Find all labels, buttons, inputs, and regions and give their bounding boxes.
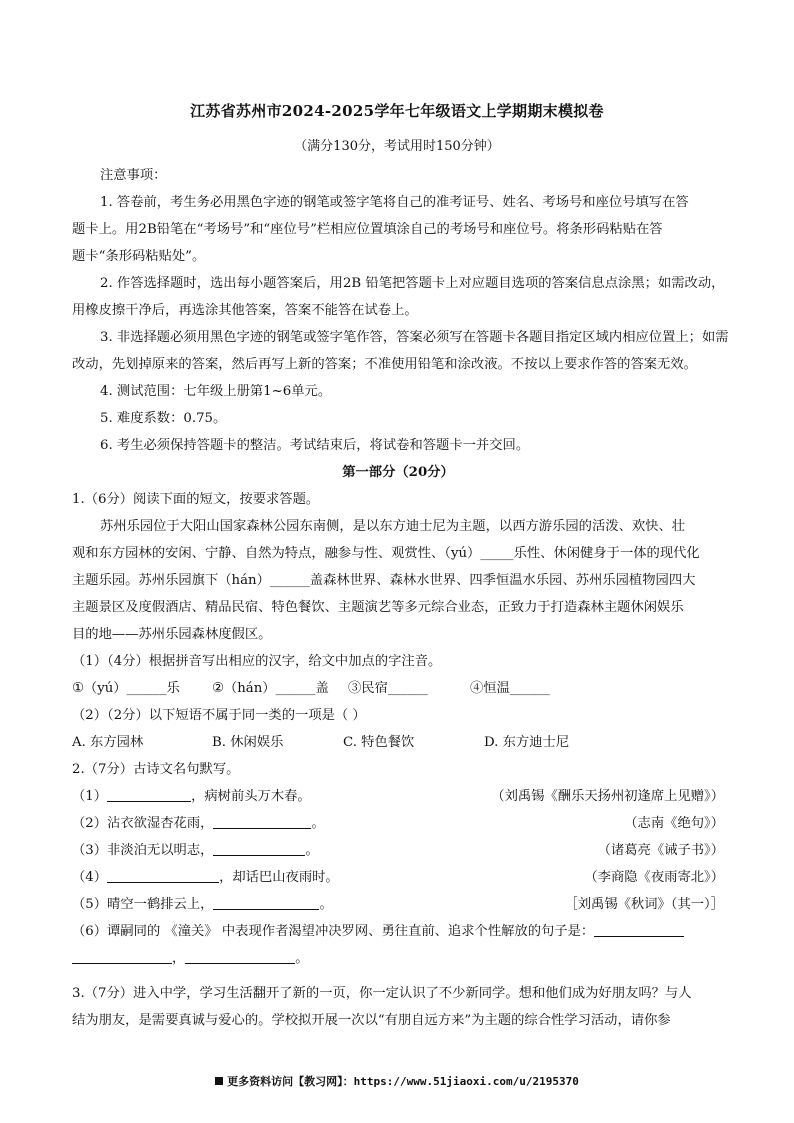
passage-line: 主题乐园。苏州乐园旗下（hán）______盖森林世界、森林水世界、四季恒温水乐园、苏州乐园植物园四大 (72, 573, 696, 588)
pinyin-item: ②（hán）______盖 (212, 681, 329, 696)
subquestion: （1）（4分）根据拼音写出相应的汉字，给文中加点的字注音。 (72, 654, 442, 669)
poem-left (72, 783, 311, 810)
answer-blank (594, 922, 684, 937)
question-line: 结为朋友，是需要真诚与爱心的。学校拟开展一次以“有朋自远方来”为主题的综合性学习活动，请你参 (72, 1013, 671, 1028)
poem-suffix: ，病树前头万木春。 (191, 789, 311, 804)
poem-line (72, 891, 724, 918)
question-stem: 2.（7分）古诗文名句默写。 (72, 762, 240, 777)
subquestion: （2）（2分）以下短语不属于同一类的一项是（ ） (72, 708, 366, 723)
poem-suffix: 。 (319, 897, 333, 912)
poem-suffix: 。 (311, 816, 325, 831)
pinyin-items (72, 675, 724, 702)
answer-blank (72, 949, 172, 964)
poem-source: （李商隐《夜雨寄北》） (584, 870, 724, 885)
choice-b: B. 休闲娱乐 (212, 735, 284, 750)
footer-text[interactable]: 更多资料访问【教习网】：https://www.51jiaoxi.com/u/2195370 (227, 1075, 579, 1088)
notice-line: 改动，先划掉原来的答案，然后再写上新的答案；不准使用铅笔和涂改液。不按以上要求作答的答案无效。 (72, 357, 697, 372)
section-heading: 第一部分（20分） (342, 465, 454, 480)
poem-line (72, 810, 724, 837)
passage-line: 主题景区及度假酒店、精品民宿、特色餐饮、主题演艺等多元综合业态，正致力于打造森林主题休闲娱乐 (72, 600, 684, 615)
poem-left (72, 891, 333, 918)
poem-left (72, 864, 339, 891)
question-stem: 1.（6分）阅读下面的短文，按要求答题。 (72, 492, 320, 507)
poem-source: （刘禹锡《酬乐天扬州初逢席上见赠》） (491, 789, 724, 804)
notice-line: 4. 测试范围：七年级上册第1~6单元。 (100, 384, 332, 399)
poem-prefix: （4） (72, 870, 108, 885)
notice-line: 1. 答卷前，考生务必用黑色字迹的钢笔或签字笔将自己的准考证号、姓名、考场号和座位号填写在答 (100, 195, 689, 210)
choice-a: A. 东方园林 (72, 735, 144, 750)
exam-body (72, 162, 729, 1034)
poem-suffix: 。 (295, 951, 309, 966)
flag-icon (215, 1077, 223, 1085)
answer-blank (107, 868, 219, 883)
notice-line: 6. 考生必须保持答题卡的整洁。考试结束后，将试卷和答题卡一并交回。 (100, 438, 530, 453)
answer-blank (213, 841, 305, 856)
answer-blank (213, 895, 319, 910)
poem-left (72, 810, 325, 837)
answer-blank (107, 787, 191, 802)
notice-line: 题卡上。用2B铅笔在“考场号”和“座位号”栏相应位置填涂自己的考场号和座位号。将条形码粘贴在答 (72, 222, 663, 237)
choice-options (72, 729, 724, 756)
notice-line: 题卡“条形码粘贴处”。 (72, 249, 206, 264)
question-stem: 3.（7分）进入中学，学习生活翻开了新的一页，你一定认识了不少新同学。想和他们成为好朋友吗？与人 (72, 986, 692, 1001)
poem-prefix: （2）沾衣欲湿杏花雨， (72, 816, 214, 831)
notice-heading: 注意事项： (100, 168, 167, 183)
choice-d: D. 东方迪士尼 (484, 735, 570, 750)
pinyin-item: ④恒温______ (470, 681, 550, 696)
notice-line: 3. 非选择题必须用黑色字迹的钢笔或签字笔作答，答案必须写在答题卡各题目指定区域内相应位置上；如需 (100, 330, 729, 345)
poem-line (72, 837, 724, 864)
poem-line (72, 945, 724, 972)
poem-line (72, 783, 724, 810)
answer-blank (185, 949, 295, 964)
passage-line: 观和东方园林的安闲、宁静、自然为特点，融参与性、观赏性、（yú）_____乐性、休闲健身于一体的现代化 (72, 546, 700, 561)
notice-line: 2. 作答选择题时，选出每小题答案后，用2B 铅笔把答题卡上对应题目选项的答案信息点涂黑；如需改动， (100, 276, 725, 291)
answer-blank (213, 814, 311, 829)
poem-left (72, 837, 319, 864)
poem-prefix: （1） (72, 789, 108, 804)
page-title: 江苏省苏州市2024-2025学年七年级语文上学期期末模拟卷 (190, 102, 604, 120)
footer-link[interactable] (0, 1073, 794, 1089)
pinyin-item: ③民宿______ (348, 681, 428, 696)
passage-line: 苏州乐园位于大阳山国家森林公园东南侧，是以东方迪士尼为主题，以西方游乐园的活泼、欢快、壮 (100, 519, 686, 534)
passage-line: 目的地——苏州乐园森林度假区。 (72, 627, 272, 642)
pinyin-item: ①（yú）______乐 (72, 681, 180, 696)
poem-source: ［刘禹锡《秋词》（其一）］ (564, 897, 724, 912)
poem-prefix: （5）晴空一鹤排云上， (72, 897, 214, 912)
poem-prefix: （3）非淡泊无以明志， (72, 843, 214, 858)
poem-separator: ， (172, 951, 186, 966)
notice-line: 5. 难度系数：0.75。 (100, 411, 227, 426)
poem-line (72, 918, 724, 945)
poem-line (72, 864, 724, 891)
poem-source: （志南《绝句》） (624, 816, 724, 831)
poem-prompt: （6）谭嗣同的 《潼关》 中表现作者渴望冲决罗网、勇往直前、追求个性解放的句子是： (72, 924, 595, 939)
notice-line: 用橡皮擦干净后，再选涂其他答案，答案不能答在试卷上。 (72, 303, 418, 318)
choice-c: C. 特色餐饮 (343, 735, 415, 750)
poem-suffix: 。 (305, 843, 319, 858)
poem-source: （诸葛亮《诫子书》） (597, 843, 724, 858)
poem-suffix: ，却话巴山夜雨时。 (219, 870, 339, 885)
page-subtitle: （满分130分，考试用时150分钟） (294, 139, 500, 154)
